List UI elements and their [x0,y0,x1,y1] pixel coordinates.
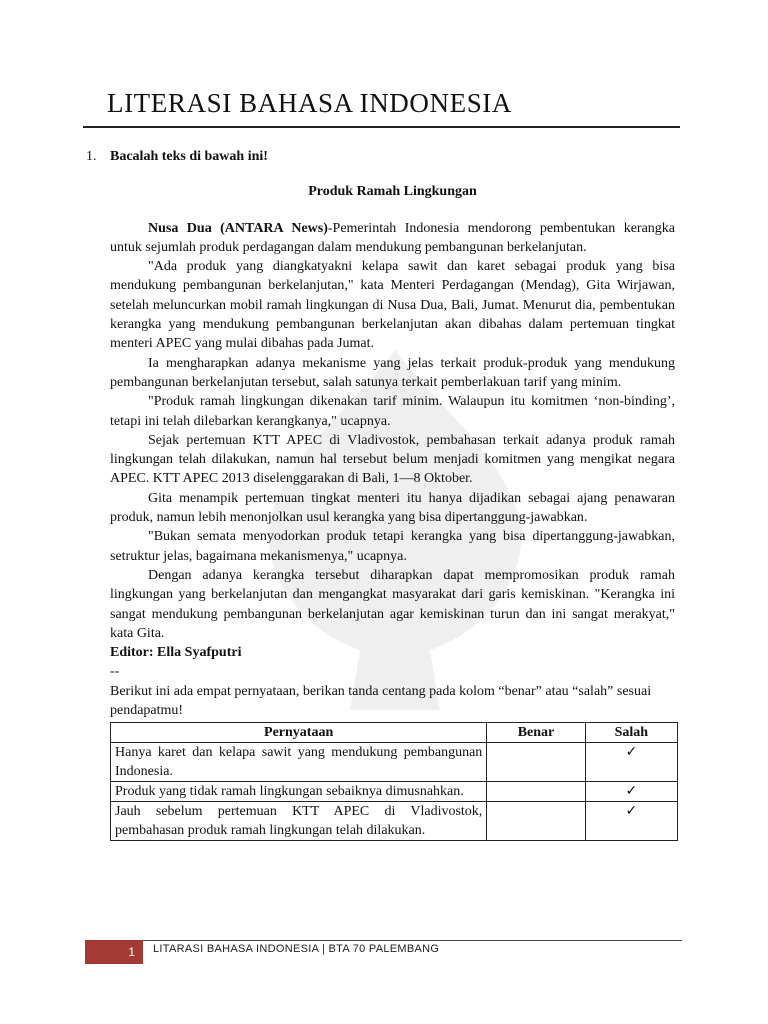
header-pernyataan: Pernyataan [111,723,487,743]
footer-divider [85,940,682,941]
article-dateline: Nusa Dua (ANTARA News) [148,220,328,236]
question-instruction: Bacalah teks di bawah ini! [110,149,268,164]
benar-cell[interactable] [487,802,585,841]
checkmark-icon: ✓ [625,744,638,761]
article-paragraph: "Bukan semata menyodorkan produk tetapi kerangka yang bisa dipertanggung-jawabkan, setruktur jelas, bagaimana mekanismenya," ucapnya. [110,529,675,564]
article-paragraph: Gita menampik pertemuan tingkat menteri itu hanya dijadikan sebagai ajang penawaran produk, namun lebih menonjolkan usul kerangka yang bisa dipertanggung-jawabkan. [110,490,675,526]
checkmark-icon: ✓ [625,783,638,800]
table-header-row [111,723,678,743]
table-row [111,802,678,841]
task-instruction: Berikut ini ada empat pernyataan, berikan tanda centang pada kolom “benar” atau “salah” sesuai pendapatmu! [110,683,652,719]
statement-cell: Jauh sebelum pertemuan KTT APEC di Vladivostok, pembahasan produk ramah lingkungan telah dilakukan. [111,802,487,841]
footer-page-number: 1 [85,940,143,964]
salah-cell[interactable] [585,802,677,841]
article-title: Produk Ramah Lingkungan [308,184,477,200]
statement-cell: Produk yang tidak ramah lingkungan sebaiknya dimusnahkan. [111,782,487,802]
article-paragraph: Sejak pertemuan KTT APEC di Vladivostok, pembahasan terkait adanya produk ramah lingkungan telah dilakukan, namun hal tersebut belum menjadi komitmen yang mengikat negara APEC. KTT APEC 2013 diselenggarakan di Bali, 1—8 Oktober. [110,432,675,487]
article-editor: Editor: Ella Syafputri [110,645,242,661]
table-row [111,743,678,782]
table-row [111,782,678,802]
article-paragraph: Ia mengharapkan adanya mekanisme yang jelas terkait produk-produk yang mendukung pembangunan berkelanjutan tersebut, salah satunya terkait pemberlakuan tarif yang minim. [110,355,675,390]
document-body [86,147,675,841]
header-benar: Benar [487,723,585,743]
article-paragraph-text: -Pemerintah Indonesia mendorong pembentukan kerangka untuk sejumlah produk perdagangan dalam mendukung pembangunan berkelanjutan. [110,220,675,255]
salah-cell[interactable] [585,782,677,802]
article-separator: -- [110,664,120,680]
article-paragraph: Dengan adanya kerangka tersebut diharapkan dapat mempromosikan produk ramah lingkungan yang berkelanjutan dan mengangkat masyarakat dari garis kemiskinan. "Kerangka ini sangat mendukung pembangunan berkelanjutan agar kemiskinan turun dan ini sangat merakyat," kata Gita. [110,567,675,641]
question-line [86,147,675,166]
salah-cell[interactable] [585,743,677,782]
checkmark-icon: ✓ [625,803,638,820]
article-paragraph: "Produk ramah lingkungan dikenakan tarif minim. Walaupun itu komitmen ‘non-binding’, tetapi ini telah dilebarkan kerangkanya," ucapnya. [110,394,675,429]
page-title: LITERASI BAHASA INDONESIA [107,88,512,118]
statement-cell: Hanya karet dan kelapa sawit yang mendukung pembangunan Indonesia. [111,743,487,782]
header-salah: Salah [585,723,677,743]
title-divider [83,126,680,128]
article-paragraph-lead [110,219,675,258]
footer-text: LITARASI BAHASA INDONESIA | BTA 70 PALEMBANG [153,943,440,955]
article-paragraph: "Ada produk yang diangkatyakni kelapa sawit dan karet sebagai produk yang bisa mendukung pembangunan berkelanjutan," kata Menteri Perdagangan (Mendag), Gita Wirjawan, setelah meluncurkan mobil ramah lingkungan di Nusa Dua, Bali, Jumat. Menurut dia, pembentukan kerangka yang mendukung pembangunan berkelanjutan akan dibahas dalam pertemuan tingkat menteri APEC yang mulai dibahas pada Jumat. [110,259,675,352]
question-number: 1. [86,149,97,164]
statements-table [110,722,678,841]
benar-cell[interactable] [487,782,585,802]
benar-cell[interactable] [487,743,585,782]
